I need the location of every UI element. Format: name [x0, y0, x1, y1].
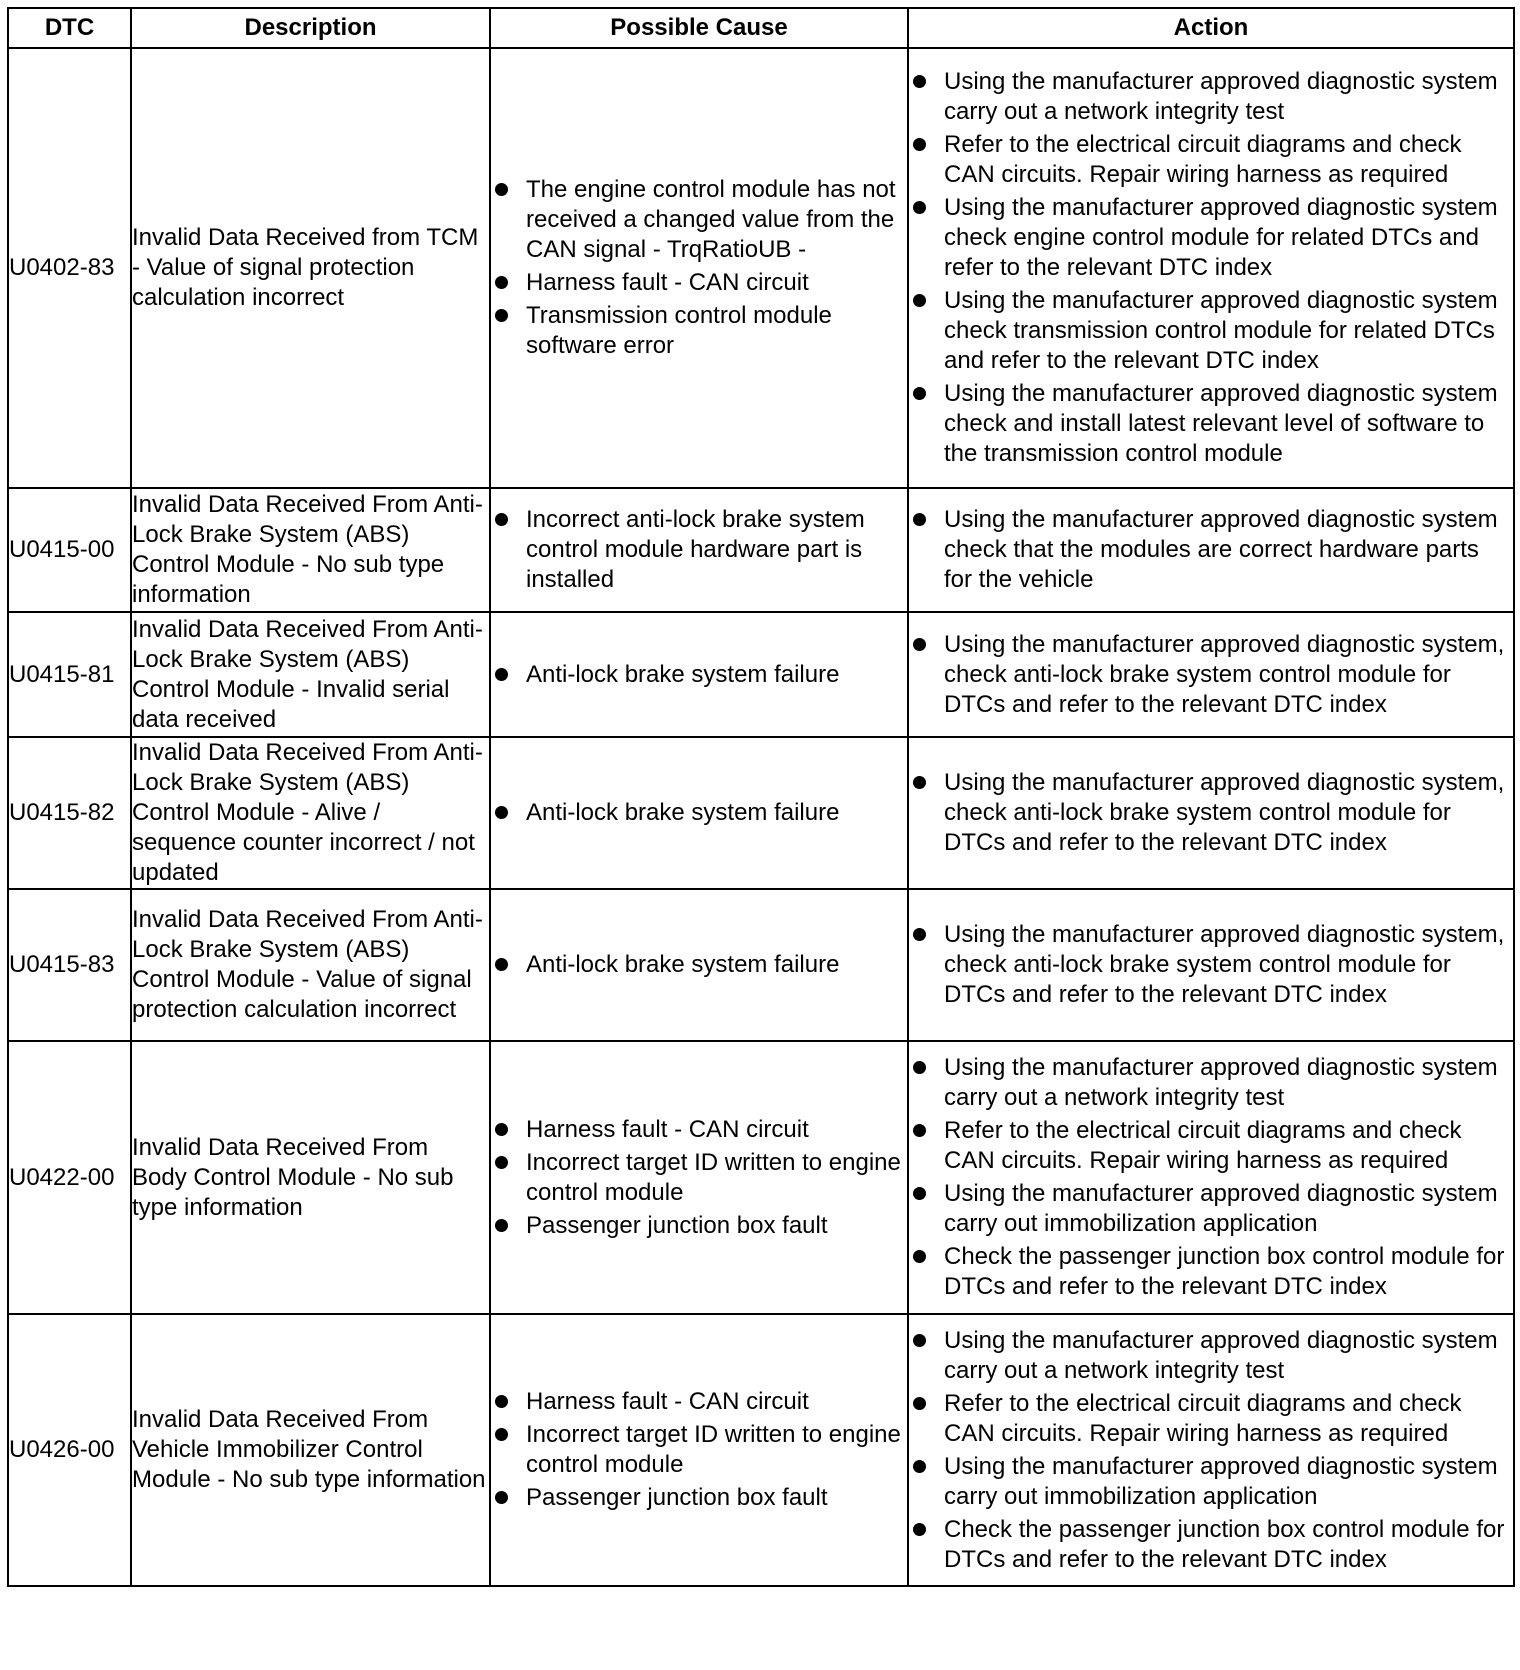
dtc-description: Invalid Data Received From Anti-Lock Brake System (ABS) Control Module - No sub type information: [131, 488, 490, 612]
action-bullet-item: Using the manufacturer approved diagnostic system carry out immobilization application: [909, 1452, 1513, 1512]
action-cell-list: [909, 768, 1513, 858]
cause-bullet-item: Passenger junction box fault: [491, 1211, 907, 1241]
cause-bullet-item: The engine control module has not received a changed value from the CAN signal - TrqRatioUB -: [491, 175, 907, 265]
possible-cause-cell: [490, 488, 908, 612]
table-header: [8, 8, 1514, 48]
dtc-description: Invalid Data Received From Body Control Module - No sub type information: [131, 1041, 490, 1314]
dtc-code: U0415-00: [8, 488, 131, 612]
header-row: [8, 8, 1514, 48]
header-dtc: DTC: [8, 8, 131, 48]
possible-cause-cell-list: [491, 798, 907, 828]
table-row: [8, 1314, 1514, 1586]
cause-bullet-item: Harness fault - CAN circuit: [491, 268, 907, 298]
action-bullet-item: Using the manufacturer approved diagnostic system carry out immobilization application: [909, 1179, 1513, 1239]
action-bullet-item: Using the manufacturer approved diagnostic system, check anti-lock brake system control module for DTCs and refer to the relevant DTC index: [909, 920, 1513, 1010]
table-row: [8, 889, 1514, 1041]
action-bullet-item: Refer to the electrical circuit diagrams and check CAN circuits. Repair wiring harness as required: [909, 1116, 1513, 1176]
action-bullet-item: Using the manufacturer approved diagnostic system check engine control module for related DTCs and refer to the relevant DTC index: [909, 193, 1513, 283]
cause-bullet-item: Passenger junction box fault: [491, 1483, 907, 1513]
possible-cause-cell: [490, 48, 908, 488]
dtc-description: Invalid Data Received From Anti-Lock Brake System (ABS) Control Module - Invalid serial data received: [131, 612, 490, 737]
action-bullet-item: Using the manufacturer approved diagnostic system, check anti-lock brake system control module for DTCs and refer to the relevant DTC index: [909, 768, 1513, 858]
dtc-code: U0415-82: [8, 737, 131, 889]
dtc-code: U0415-83: [8, 889, 131, 1041]
dtc-code: U0415-81: [8, 612, 131, 737]
action-cell: [908, 612, 1514, 737]
possible-cause-cell: [490, 1314, 908, 1586]
action-cell: [908, 48, 1514, 488]
dtc-code: U0422-00: [8, 1041, 131, 1314]
possible-cause-cell: [490, 889, 908, 1041]
possible-cause-cell: [490, 612, 908, 737]
action-bullet-item: Using the manufacturer approved diagnostic system check and install latest relevant level of software to the transmission control module: [909, 379, 1513, 469]
action-cell-list: [909, 920, 1513, 1010]
table-row: [8, 48, 1514, 488]
dtc-table: [7, 7, 1515, 1587]
action-bullet-item: Using the manufacturer approved diagnostic system check that the modules are correct hardware parts for the vehicle: [909, 505, 1513, 595]
action-cell-list: [909, 1326, 1513, 1575]
action-bullet-item: Refer to the electrical circuit diagrams and check CAN circuits. Repair wiring harness as required: [909, 1389, 1513, 1449]
table-row: [8, 737, 1514, 889]
cause-bullet-item: Anti-lock brake system failure: [491, 660, 907, 690]
action-cell-list: [909, 1053, 1513, 1302]
action-cell-list: [909, 505, 1513, 595]
dtc-description: Invalid Data Received From Anti-Lock Brake System (ABS) Control Module - Alive / sequence counter incorrect / not updated: [131, 737, 490, 889]
table-body: [8, 48, 1514, 1586]
possible-cause-cell-list: [491, 1115, 907, 1241]
action-bullet-item: Using the manufacturer approved diagnostic system check transmission control module for related DTCs and refer to the relevant DTC index: [909, 286, 1513, 376]
cause-bullet-item: Incorrect target ID written to engine control module: [491, 1148, 907, 1208]
possible-cause-cell-list: [491, 950, 907, 980]
possible-cause-cell: [490, 737, 908, 889]
table-row: [8, 1041, 1514, 1314]
header-possible-cause: Possible Cause: [490, 8, 908, 48]
action-bullet-item: Using the manufacturer approved diagnostic system carry out a network integrity test: [909, 1326, 1513, 1386]
dtc-code: U0426-00: [8, 1314, 131, 1586]
table-row: [8, 612, 1514, 737]
possible-cause-cell-list: [491, 175, 907, 361]
action-cell: [908, 488, 1514, 612]
action-cell-list: [909, 67, 1513, 469]
action-bullet-item: Using the manufacturer approved diagnostic system, check anti-lock brake system control module for DTCs and refer to the relevant DTC index: [909, 630, 1513, 720]
cause-bullet-item: Incorrect target ID written to engine control module: [491, 1420, 907, 1480]
dtc-description: Invalid Data Received from TCM - Value of signal protection calculation incorrect: [131, 48, 490, 488]
cause-bullet-item: Harness fault - CAN circuit: [491, 1387, 907, 1417]
dtc-description: Invalid Data Received From Anti-Lock Brake System (ABS) Control Module - Value of signal protection calculation incorrect: [131, 889, 490, 1041]
action-bullet-item: Check the passenger junction box control module for DTCs and refer to the relevant DTC index: [909, 1515, 1513, 1575]
dtc-code: U0402-83: [8, 48, 131, 488]
action-bullet-item: Refer to the electrical circuit diagrams and check CAN circuits. Repair wiring harness as required: [909, 130, 1513, 190]
action-cell: [908, 1314, 1514, 1586]
possible-cause-cell-list: [491, 505, 907, 595]
action-cell: [908, 889, 1514, 1041]
table-row: [8, 488, 1514, 612]
possible-cause-cell: [490, 1041, 908, 1314]
action-cell: [908, 737, 1514, 889]
header-action: Action: [908, 8, 1514, 48]
cause-bullet-item: Incorrect anti-lock brake system control module hardware part is installed: [491, 505, 907, 595]
action-bullet-item: Check the passenger junction box control module for DTCs and refer to the relevant DTC index: [909, 1242, 1513, 1302]
cause-bullet-item: Anti-lock brake system failure: [491, 950, 907, 980]
header-description: Description: [131, 8, 490, 48]
action-cell: [908, 1041, 1514, 1314]
dtc-description: Invalid Data Received From Vehicle Immobilizer Control Module - No sub type information: [131, 1314, 490, 1586]
action-bullet-item: Using the manufacturer approved diagnostic system carry out a network integrity test: [909, 1053, 1513, 1113]
action-bullet-item: Using the manufacturer approved diagnostic system carry out a network integrity test: [909, 67, 1513, 127]
cause-bullet-item: Harness fault - CAN circuit: [491, 1115, 907, 1145]
action-cell-list: [909, 630, 1513, 720]
cause-bullet-item: Transmission control module software error: [491, 301, 907, 361]
possible-cause-cell-list: [491, 1387, 907, 1513]
possible-cause-cell-list: [491, 660, 907, 690]
cause-bullet-item: Anti-lock brake system failure: [491, 798, 907, 828]
